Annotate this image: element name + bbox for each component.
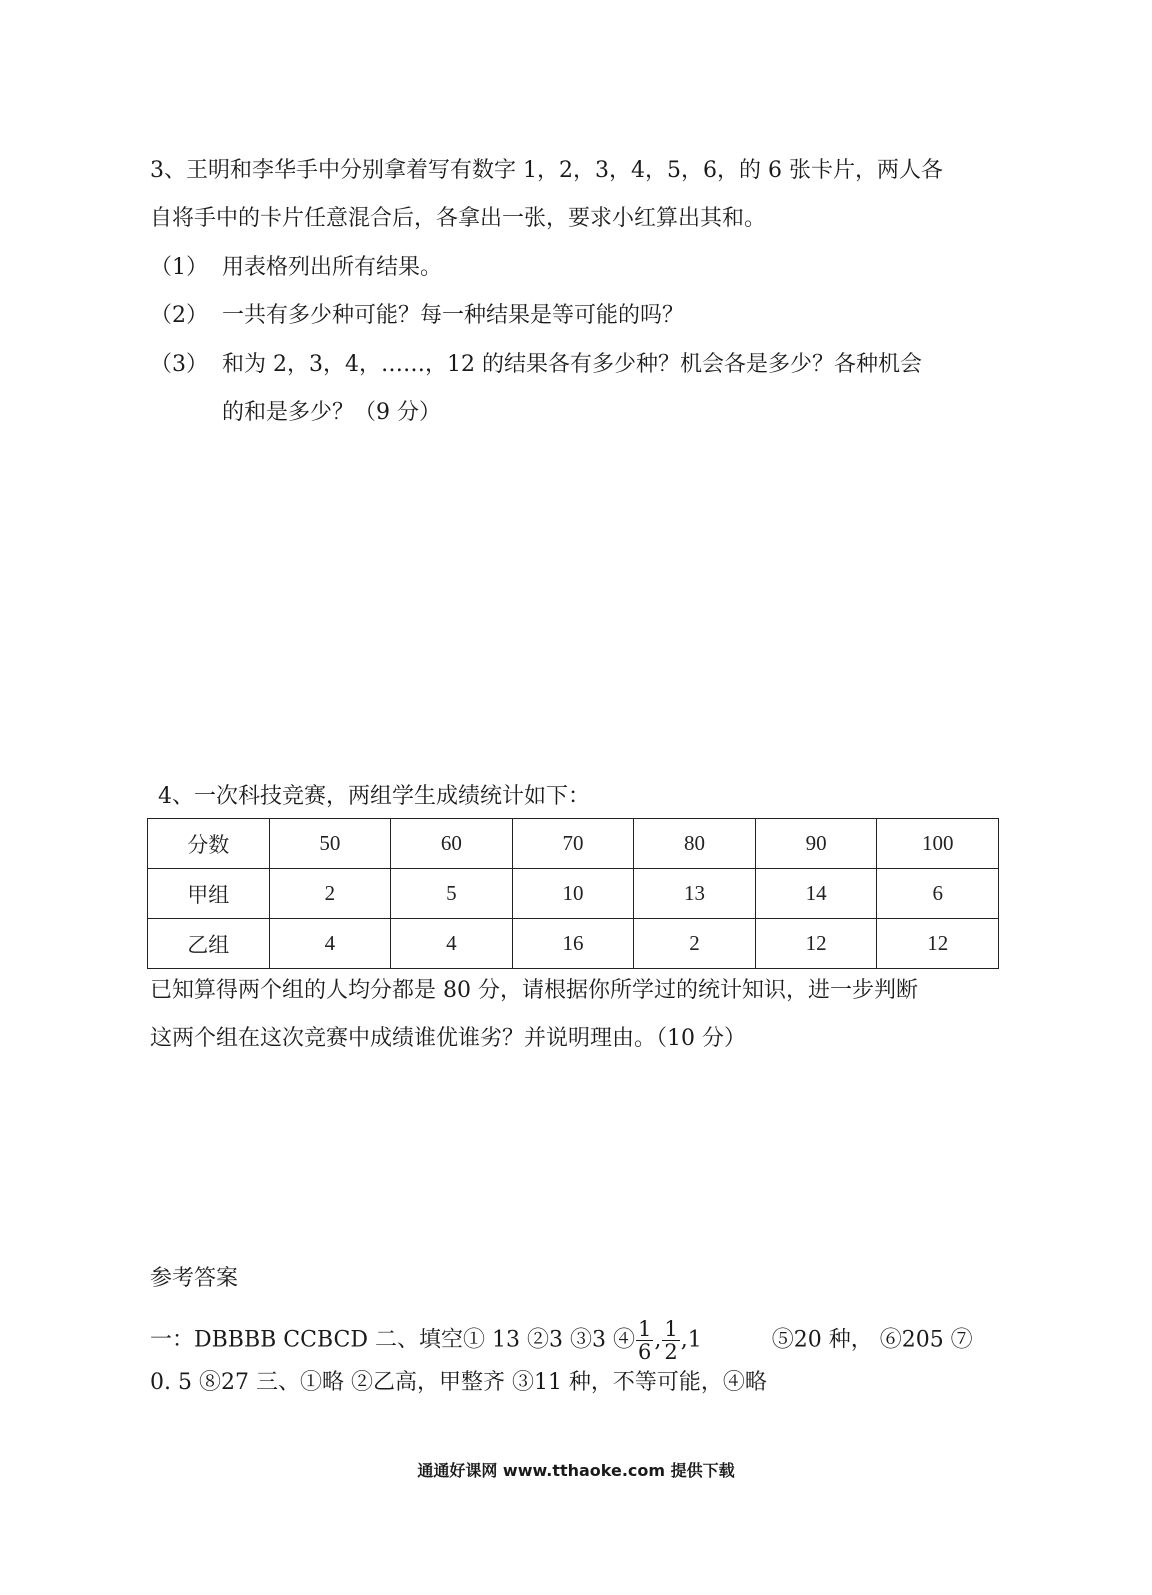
question-3-subquestion-3: [150, 350, 922, 380]
fraction-denominator: 6: [637, 1340, 652, 1364]
answers-text: ⑤20 种， ⑥205 ⑦: [771, 1327, 973, 1353]
table-cell: 4: [269, 919, 391, 969]
question-3-line-1: 3、王明和李华手中分别拿着写有数字 1，2，3，4，5，6，的 6 张卡片，两人各: [150, 158, 943, 183]
table-cell: 80: [634, 819, 756, 869]
table-row: [148, 919, 999, 969]
table-cell: 50: [269, 819, 391, 869]
answers-line-1: [150, 1318, 973, 1363]
table-cell: 60: [391, 819, 513, 869]
table-cell: 70: [512, 819, 634, 869]
table-cell: 90: [755, 819, 877, 869]
subquestion-text: 用表格列出所有结果。: [222, 255, 443, 280]
table-cell: 12: [755, 919, 877, 969]
table-cell: 100: [877, 819, 999, 869]
subquestion-text: 一共有多少种可能？每一种结果是等可能的吗？: [222, 303, 685, 328]
question-4-intro: 4、一次科技竞赛，两组学生成绩统计如下：: [158, 784, 590, 809]
table-cell: 12: [877, 919, 999, 969]
table-cell: 2: [269, 869, 391, 919]
table-header-row: [148, 819, 999, 869]
answers-comma: ,: [654, 1327, 662, 1353]
table-cell: 分数: [148, 819, 270, 869]
table-cell: 甲组: [148, 869, 270, 919]
answers-text: 一：DBBBB CCBCD 二、填空① 13 ②3 ③3 ④: [150, 1327, 635, 1353]
table-cell: 13: [634, 869, 756, 919]
question-4-text-line-1: 已知算得两个组的人均分都是 80 分，请根据你所学过的统计知识，进一步判断: [150, 978, 918, 1003]
question-3-subquestion-2: [150, 301, 684, 331]
subquestion-number: （2）: [150, 303, 208, 328]
fraction-denominator: 2: [664, 1340, 678, 1364]
fraction-one-half: [662, 1318, 679, 1363]
question-3-subquestion-1: [150, 253, 442, 283]
table-cell: 6: [877, 869, 999, 919]
table-cell: 5: [391, 869, 513, 919]
table-cell: 4: [391, 919, 513, 969]
fraction-numerator: 1: [637, 1317, 652, 1341]
page-footer: 通通好课网 www.tthaoke.com 提供下载: [417, 1461, 735, 1480]
question-3-subquestion-3-continued: 的和是多少？（9 分）: [222, 400, 441, 425]
question-3-line-2: 自将手中的卡片任意混合后，各拿出一张，要求小红算出其和。: [150, 206, 767, 231]
table-cell: 2: [634, 919, 756, 969]
table-cell: 16: [512, 919, 634, 969]
table-row: [148, 869, 999, 919]
fraction-numerator: 1: [664, 1317, 678, 1341]
subquestion-number: （3）: [150, 352, 208, 377]
question-4-text-line-2: 这两个组在这次竞赛中成绩谁优谁劣？并说明理由。（10 分）: [150, 1026, 746, 1051]
table-cell: 10: [512, 869, 634, 919]
answers-title: 参考答案: [150, 1266, 239, 1291]
table-cell: 乙组: [148, 919, 270, 969]
answers-text: ,1: [680, 1327, 702, 1353]
fraction-one-sixth: [636, 1318, 653, 1363]
subquestion-number: （1）: [150, 255, 208, 280]
table-cell: 14: [755, 869, 877, 919]
score-table: [147, 818, 999, 969]
answers-line-2: 0. 5 ⑧27 三、①略 ②乙高，甲整齐 ③11 种，不等可能，④略: [150, 1370, 767, 1395]
subquestion-text: 和为 2，3，4，……，12 的结果各有多少种？机会各是多少？各种机会: [222, 352, 922, 377]
